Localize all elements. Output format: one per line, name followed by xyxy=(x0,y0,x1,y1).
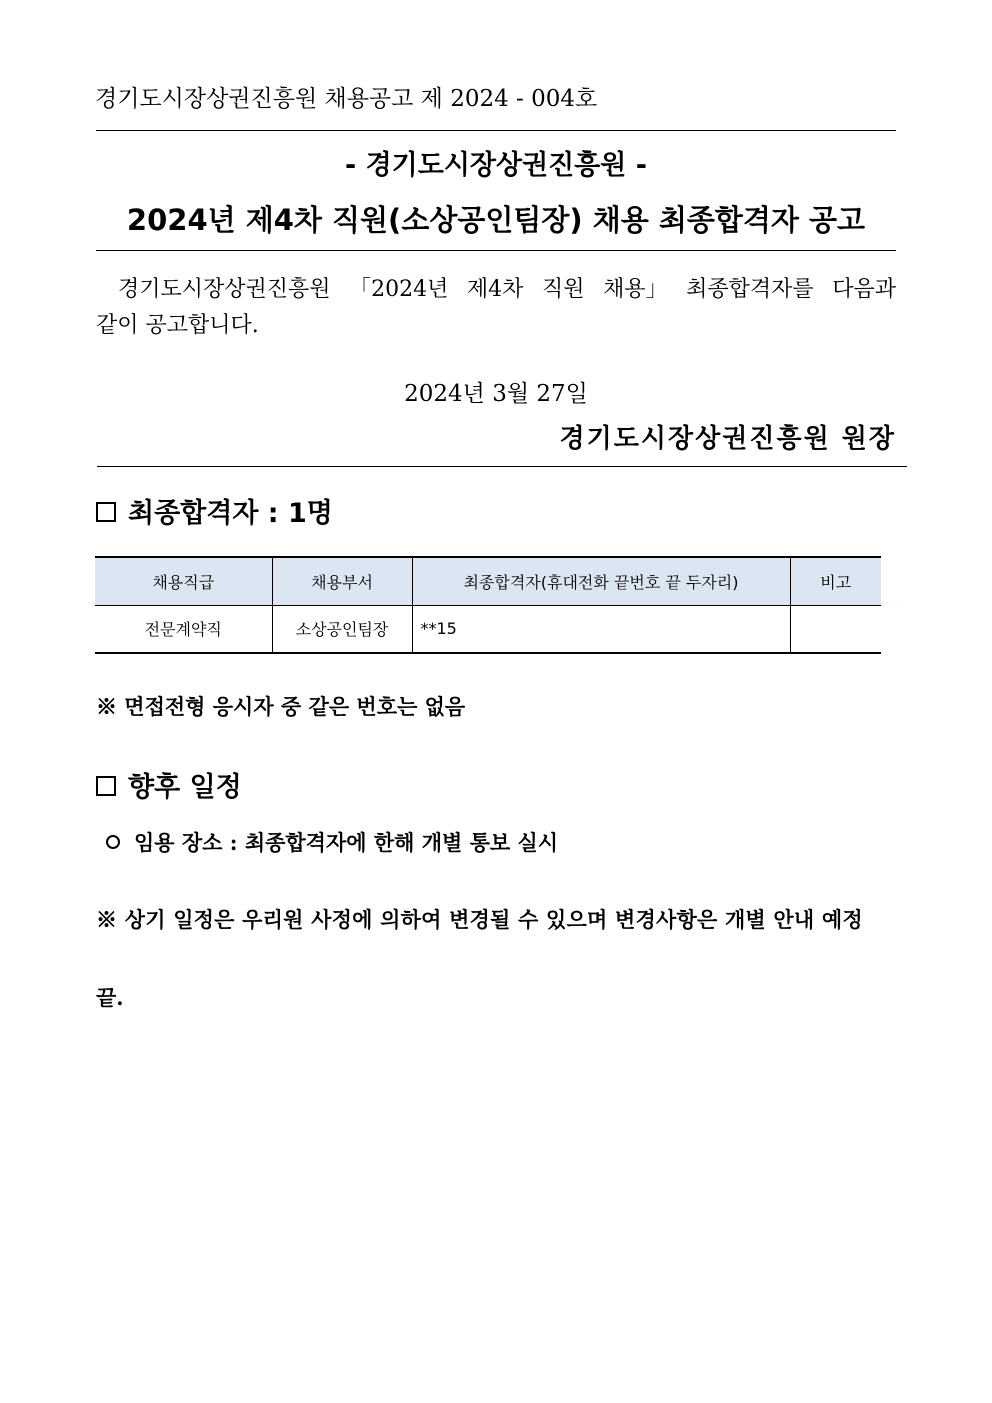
table-cell-remarks xyxy=(790,605,881,653)
intro-word: 채용」 xyxy=(603,277,668,302)
final-passers-table xyxy=(95,556,881,654)
empty-square-icon xyxy=(96,502,116,522)
top-divider xyxy=(96,130,896,131)
intro-line-1 xyxy=(96,272,896,303)
notice-date: 2024년 3월 27일 xyxy=(404,381,588,407)
intro-line-2: 같이 공고합니다. xyxy=(96,313,259,338)
intro-word: 「2024년 xyxy=(349,277,449,302)
intro-word: 직원 xyxy=(541,277,585,302)
appointment-bullet xyxy=(106,827,558,857)
column-header: 최종합격자(휴대전화 끝번호 끝 두자리) xyxy=(412,557,790,605)
table-cell-department: 소상공인팀장 xyxy=(272,605,412,653)
table-header-row xyxy=(95,557,881,605)
table-cell-passer: **15 xyxy=(412,605,790,653)
intro-word: 제4차 xyxy=(466,277,524,302)
intro-word: 다음과 xyxy=(832,277,896,302)
signature-divider xyxy=(97,466,907,467)
schedule-change-note: ※ 상기 일정은 우리원 사정에 의하여 변경될 수 있으며 변경사항은 개별 안내 예정 xyxy=(96,907,863,932)
organization-title: - 경기도시장상권진흥원 - xyxy=(344,150,648,181)
final-passers-heading xyxy=(96,491,333,530)
table-cell-position: 전문계약직 xyxy=(95,605,272,653)
intro-word: 경기도시장상권진흥원 xyxy=(118,277,331,302)
title-divider xyxy=(96,250,896,251)
circle-bullet-icon xyxy=(106,835,120,849)
signature: 경기도시장상권진흥원 원장 xyxy=(559,424,896,454)
schedule-heading-text: 향후 일정 xyxy=(128,772,242,803)
duplicate-number-note: ※ 면접전형 응시자 중 같은 번호는 없음 xyxy=(96,694,466,719)
column-header: 채용부서 xyxy=(272,557,412,605)
final-passers-heading-text: 최종합격자 : 1명 xyxy=(128,498,333,529)
column-header: 비고 xyxy=(790,557,881,605)
appointment-text: 임용 장소 : 최종합격자에 한해 개별 통보 실시 xyxy=(134,830,559,855)
end-mark: 끝. xyxy=(96,985,124,1010)
empty-square-icon xyxy=(96,776,116,796)
column-header: 채용직급 xyxy=(95,557,272,605)
intro-word: 최종합격자를 xyxy=(686,277,814,302)
notice-number: 경기도시장상권진흥원 채용공고 제 2024 - 004호 xyxy=(95,86,598,112)
table-row xyxy=(95,605,881,653)
notice-title: 2024년 제4차 직원(소상공인팀장) 채용 최종합격자 공고 xyxy=(126,203,866,237)
schedule-heading xyxy=(96,765,242,804)
